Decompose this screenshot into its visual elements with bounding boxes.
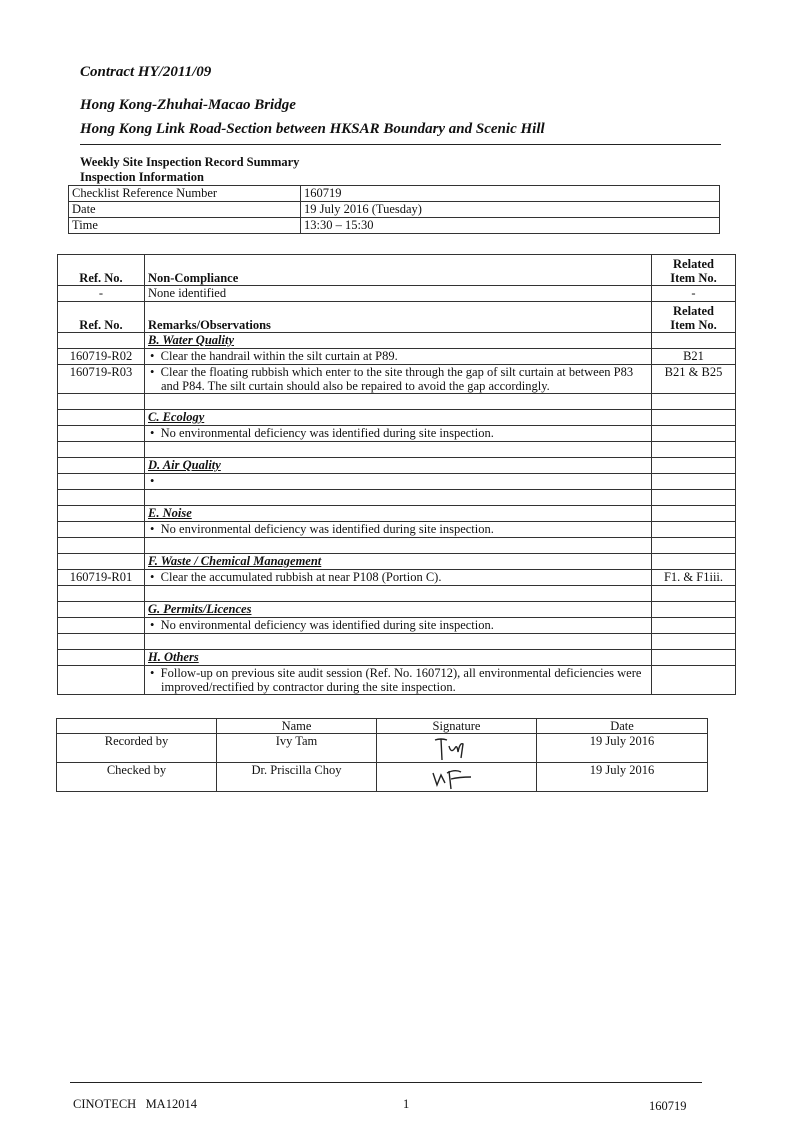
remarks-header-row [58,302,736,333]
section-title-air: D. Air Quality [145,458,652,474]
table-row [58,522,736,538]
related-cell: B21 [652,349,736,365]
signature-table [56,718,708,792]
name-cell: Ivy Tam [217,734,377,763]
inspection-info-title: Inspection Information [80,170,204,184]
info-value: 19 July 2016 (Tuesday) [301,202,720,218]
bullet: • [150,349,155,363]
remark-text: No environmental deficiency was identified during site inspection. [160,618,494,632]
info-value: 160719 [301,186,720,202]
date-cell: 19 July 2016 [537,734,708,763]
bullet: • [150,365,155,379]
section-title-ecology: C. Ecology [145,410,652,426]
bullet: • [150,666,155,680]
ref-cell: 160719-R02 [58,349,145,365]
col-header-signature: Signature [377,719,537,734]
related-line1: Related [673,304,714,318]
section-title-water: B. Water Quality [145,333,652,349]
inspection-info-table [68,185,720,234]
blank-row [58,586,736,602]
related-line2: Item No. [670,271,717,285]
date-cell: 19 July 2016 [537,763,708,792]
footer-doc-ref: CINOTECH MA12014 [73,1097,197,1111]
info-row-time [69,218,720,234]
project-title: Hong Kong-Zhuhai-Macao Bridge [80,97,296,113]
col-header-ref: Ref. No. [58,255,145,286]
ref-cell: 160719-R03 [58,365,145,394]
section-title-waste: F. Waste / Chemical Management [145,554,652,570]
table-row [58,570,736,586]
blank-row [58,634,736,650]
info-row-date [69,202,720,218]
blank-row [58,394,736,410]
name-cell: Dr. Priscilla Choy [217,763,377,792]
col-header-remarks: Remarks/Observations [145,302,652,333]
col-header-related [652,302,736,333]
section-title-others: H. Others [145,650,652,666]
handwritten-signature-icon [427,734,487,762]
remark-cell [145,570,652,586]
remark-cell [145,426,652,442]
bullet: • [150,522,155,536]
bullet: • [150,618,155,632]
section-row-others [58,650,736,666]
footer-divider [70,1082,702,1083]
desc-cell: None identified [145,286,652,302]
remark-text: Clear the floating rubbish which enter to the site through the gap of silt curtain at between P83 and P84. The silt curtain should also be repaired to avoid the gap accordingly. [160,365,634,393]
table-row [58,666,736,695]
blank-row [58,490,736,506]
section-row-ecology [58,410,736,426]
remark-cell [145,522,652,538]
info-label: Time [69,218,301,234]
bullet: • [150,570,155,584]
signature-cell [377,734,537,763]
table-row [58,365,736,394]
section-row-permits [58,602,736,618]
bullet: • [150,426,155,440]
info-row-checklist [69,186,720,202]
signature-header-row [57,719,708,734]
handwritten-signature-icon [427,763,487,791]
remark-cell [145,474,652,490]
table-row [58,618,736,634]
bullet: • [150,474,155,488]
signature-cell [377,763,537,792]
signature-row [57,734,708,763]
section-row-noise [58,506,736,522]
section-title-noise: E. Noise [145,506,652,522]
ref-cell: - [58,286,145,302]
page-number: 1 [403,1097,410,1111]
section-title-permits: G. Permits/Licences [145,602,652,618]
remark-text: No environmental deficiency was identified during site inspection. [160,426,494,440]
blank-row [58,442,736,458]
related-cell: - [652,286,736,302]
table-row [58,474,736,490]
remark-cell [145,365,652,394]
table-row [58,426,736,442]
noncompliance-header-row [58,255,736,286]
contract-number: Contract HY/2011/09 [80,64,212,80]
col-header-noncompliance: Non-Compliance [145,255,652,286]
title-divider [80,144,721,145]
footer-checklist-ref: 160719 [649,1099,687,1113]
observations-table [57,254,736,695]
info-value: 13:30 – 15:30 [301,218,720,234]
section-row-waste [58,554,736,570]
col-header-related [652,255,736,286]
signature-row [57,763,708,792]
remark-text: Clear the handrail within the silt curtain at P89. [160,349,398,363]
noncompliance-row [58,286,736,302]
related-cell: F1. & F1iii. [652,570,736,586]
table-row [58,349,736,365]
related-cell: B21 & B25 [652,365,736,394]
ref-cell: 160719-R01 [58,570,145,586]
related-line1: Related [673,257,714,271]
role-cell: Recorded by [57,734,217,763]
summary-title: Weekly Site Inspection Record Summary [80,155,300,169]
info-label: Checklist Reference Number [69,186,301,202]
remark-cell [145,349,652,365]
related-line2: Item No. [670,318,717,332]
project-subtitle: Hong Kong Link Road-Section between HKSAR Boundary and Scenic Hill [80,121,545,137]
info-label: Date [69,202,301,218]
col-header-ref: Ref. No. [58,302,145,333]
remark-text: Follow-up on previous site audit session (Ref. No. 160712), all environmental deficiencies were improved/rectified by contractor during the site inspection. [160,666,642,694]
col-header-date: Date [537,719,708,734]
section-row-water [58,333,736,349]
remark-cell [145,666,652,695]
role-cell: Checked by [57,763,217,792]
blank-row [58,538,736,554]
col-header-name: Name [217,719,377,734]
remark-text: Clear the accumulated rubbish at near P108 (Portion C). [160,570,442,584]
remark-cell [145,618,652,634]
remark-text: No environmental deficiency was identified during site inspection. [160,522,494,536]
section-row-air [58,458,736,474]
